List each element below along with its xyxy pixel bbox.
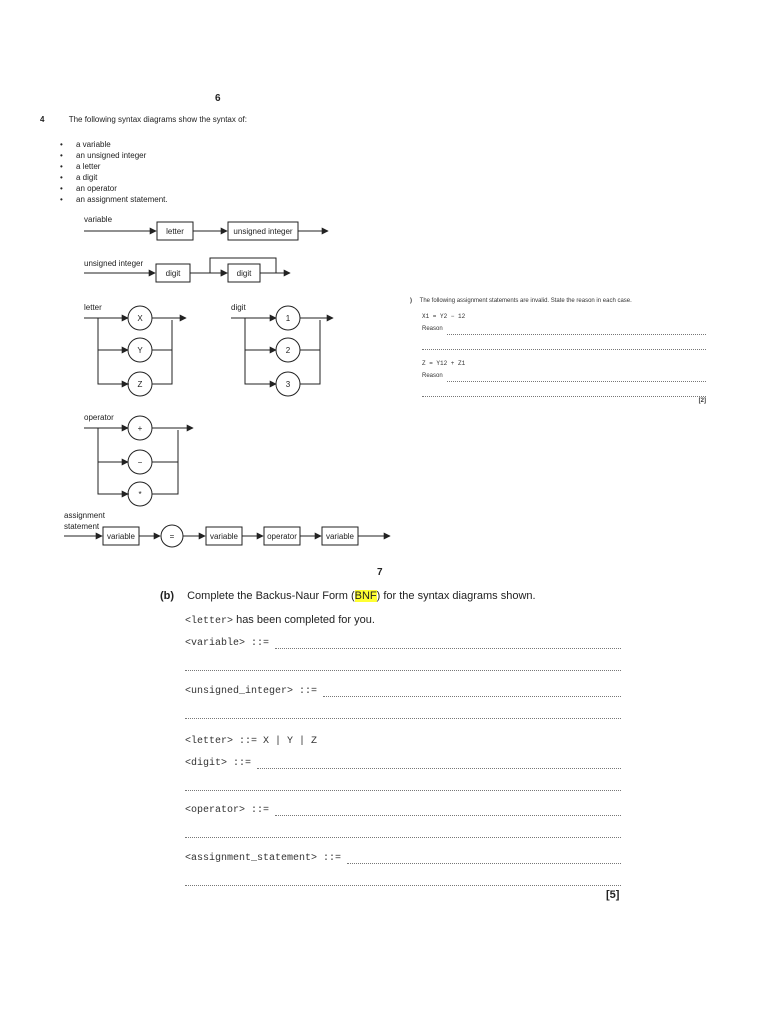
diagram-label-operator: operator xyxy=(84,413,114,422)
letter-node: Z xyxy=(137,380,143,389)
letter-note-code: <letter> xyxy=(185,616,234,627)
part-a xyxy=(410,298,706,404)
diagram-label-assignment: assignment xyxy=(64,511,105,520)
rule-operator-text: <operator> ::= xyxy=(185,805,270,816)
rule-unsigned-integer-text: <unsigned_integer> ::= xyxy=(185,686,318,697)
diagram-label-digit: digit xyxy=(231,303,246,312)
page-number-7: 7 xyxy=(377,567,383,578)
syntax-diagrams xyxy=(0,0,420,560)
list-item: • an unsigned integer xyxy=(58,150,278,161)
list-item: • an operator xyxy=(58,183,278,194)
answer-line[interactable] xyxy=(347,855,621,864)
rule-assignment-text: <assignment_statement> ::= xyxy=(185,853,342,864)
answer-line xyxy=(422,388,706,397)
box-operator: operator xyxy=(267,532,297,541)
answer-line[interactable] xyxy=(275,807,621,816)
answer-line xyxy=(447,326,706,335)
rule-variable xyxy=(185,638,621,649)
reason-label: Reason xyxy=(422,373,443,379)
box-variable: variable xyxy=(209,532,239,541)
part-a-text: The following assignment statements are invalid. State the reason in each case. xyxy=(419,298,632,304)
part-b-marks: [5] xyxy=(606,889,620,901)
box-letter: letter xyxy=(166,227,184,236)
letter-note-text: has been completed for you. xyxy=(233,614,375,626)
page-number-6: 6 xyxy=(215,93,221,104)
question-number: 4 xyxy=(40,115,45,124)
rule-digit xyxy=(185,758,621,769)
instruction-pre: Complete the Backus-Naur Form ( xyxy=(187,590,355,602)
letter-note xyxy=(185,614,375,627)
part-a-marker: ) xyxy=(410,298,412,304)
letter-node: Y xyxy=(137,346,143,355)
box-digit: digit xyxy=(236,269,252,278)
equals-node: = xyxy=(169,532,175,541)
rule-letter-text: <letter> ::= X | Y | Z xyxy=(185,736,318,747)
letter-node: X xyxy=(137,314,143,323)
list-item: • a variable xyxy=(58,139,278,150)
part-b-instruction xyxy=(160,590,536,602)
operator-node: + xyxy=(137,424,143,433)
answer-line[interactable] xyxy=(185,662,621,671)
reason-1-row xyxy=(422,326,706,335)
question-intro: The following syntax diagrams show the syntax of: xyxy=(68,115,247,124)
box-variable: variable xyxy=(325,532,355,541)
rule-unsigned-integer xyxy=(185,686,621,697)
answer-line xyxy=(447,373,706,382)
operator-node: * xyxy=(138,490,142,499)
instruction-post: ) for the syntax diagrams shown. xyxy=(376,590,536,602)
rule-operator xyxy=(185,805,621,816)
rule-variable-text: <variable> ::= xyxy=(185,638,270,649)
digit-node: 3 xyxy=(285,380,291,389)
reason-label: Reason xyxy=(422,326,443,332)
box-digit: digit xyxy=(165,269,181,278)
statement-1: X1 = Y2 − 12 xyxy=(422,313,466,320)
box-variable: variable xyxy=(106,532,136,541)
rule-assignment xyxy=(185,853,621,864)
answer-line[interactable] xyxy=(257,760,621,769)
part-b-label: (b) xyxy=(160,590,175,602)
part-a-instruction xyxy=(410,298,706,304)
answer-line[interactable] xyxy=(185,829,621,838)
part-a-marks: [2] xyxy=(698,398,706,404)
diagram-label-statement: statement xyxy=(64,522,100,531)
answer-line xyxy=(422,341,706,350)
diagram-label-unsigned-integer: unsigned integer xyxy=(84,259,144,268)
diagram-label-variable: variable xyxy=(84,215,113,224)
list-item: • a letter xyxy=(58,161,278,172)
list-item: • an assignment statement. xyxy=(58,194,278,205)
digit-node: 2 xyxy=(285,346,291,355)
answer-line[interactable] xyxy=(275,640,621,649)
list-item: • a digit xyxy=(58,172,278,183)
box-unsigned-integer: unsigned integer xyxy=(233,227,293,236)
operator-node: − xyxy=(137,458,143,467)
rule-digit-text: <digit> ::= xyxy=(185,758,252,769)
bnf-highlight: BNF xyxy=(354,590,377,602)
digit-node: 1 xyxy=(285,314,291,323)
reason-2-row xyxy=(422,373,706,382)
answer-line[interactable] xyxy=(185,710,621,719)
answer-line[interactable] xyxy=(185,782,621,791)
answer-line[interactable] xyxy=(185,877,621,886)
answer-line[interactable] xyxy=(323,688,621,697)
statement-2: Z = Y12 + Z1 xyxy=(422,360,466,367)
rule-letter xyxy=(185,734,317,747)
diagram-label-letter: letter xyxy=(84,303,102,312)
